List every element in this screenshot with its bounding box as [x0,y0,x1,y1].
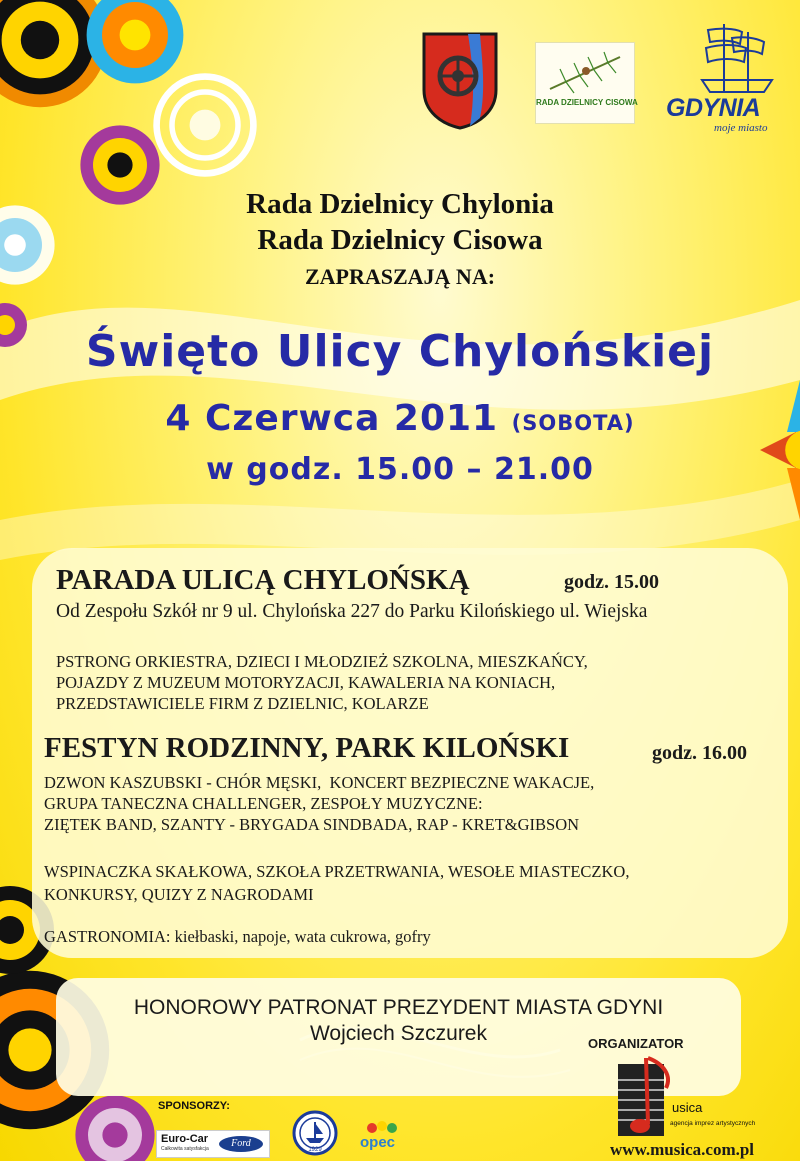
organizer-website: www.musica.com.pl [610,1140,755,1159]
organizer-line-chylonia: Rada Dzielnicy Chylonia [246,188,554,220]
event-date-line [0,398,800,439]
music-note-icon [616,1054,676,1140]
sponsors-label: SPONSORZY: [158,1100,230,1112]
festival-program [44,772,594,835]
organizer-line-cisowa: Rada Dzielnicy Cisowa [257,224,543,256]
arka-year: 1929 [308,1147,322,1153]
flower-icon [760,350,800,550]
gdynia-logo [662,18,792,133]
rada-dzielnicy-cisowa-logo [535,42,638,124]
event-title: Święto Ulicy Chylońskiej [85,326,715,377]
eurocar-name: Euro-Car [161,1133,209,1145]
organizer-name: usica [672,1100,703,1115]
event-day: (SOBOTA) [511,411,635,435]
festival-heading: FESTYN RODZINNY, PARK KILOŃSKI [44,732,570,764]
list-item: GRUPA TANECZNA CHALLENGER, ZESPOŁY MUZYCZNE: [44,794,483,813]
sailing-ship-icon [662,18,792,98]
flower-icon [70,1090,160,1161]
list-item: POJAZDY Z MUZEUM MOTORYZACJI, KAWALERIA NA KONIACH, [56,673,556,692]
ford-logo: Ford [219,1136,263,1152]
patron-name: Wojciech Szczurek [309,1022,487,1045]
list-item: WSPINACZKA SKAŁKOWA, SZKOŁA PRZETRWANIA, WESOŁE MIASTECZKO, [44,862,630,881]
parade-route: Od Zespołu Szkół nr 9 ul. Chylońska 227 do Parku Kilońskiego ul. Wiejska [56,601,648,622]
event-date: 4 Czerwca 2011 [165,398,499,439]
flower-icon [150,70,260,180]
festival-gastronomy: GASTRONOMIA: kiełbaski, napoje, wata cukrowa, gofry [44,927,431,946]
event-hours: w godz. 15.00 – 21.00 [206,452,594,487]
organizer-label: ORGANIZATOR [588,1036,684,1051]
rada-cisowa-label: RADA DZIELNICY CISOWA [536,98,638,107]
eurocar-tagline: Całkowita satysfakcja [161,1146,209,1152]
list-item: ZIĘTEK BAND, SZANTY - BRYGADA SINDBADA, RAP - KRET&GIBSON [44,815,580,834]
parade-time: godz. 15.00 [564,571,659,593]
list-item: PRZEDSTAWICIELE FIRM Z DZIELNIC, KOLARZE [56,694,429,713]
sponsor-arka-emblem-icon [292,1110,338,1156]
musica-logo [616,1054,756,1140]
pine-branch-icon [546,49,624,95]
sponsor-opec-logo [356,1118,416,1158]
festival-time: godz. 16.00 [652,742,747,764]
organizer-subtitle: agencja imprez artystycznych [670,1120,756,1127]
parade-heading: PARADA ULICĄ CHYLOŃSKĄ [56,564,470,596]
gdynia-name: GDYNIA [666,94,761,122]
sponsor-eurocar-logo [156,1130,270,1158]
list-item: DZWON KASZUBSKI - CHÓR MĘSKI, KONCERT BEZPIECZNE WAKACJE, [44,773,595,792]
list-item: KONKURSY, QUIZY Z NAGRODAMI [44,885,314,904]
coat-of-arms-icon [420,30,500,130]
invitation-line: ZAPRASZAJĄ NA: [304,264,496,289]
patronage-title: HONOROWY PATRONAT PREZYDENT MIASTA GDYNI [133,996,664,1019]
festival-attractions [44,860,629,906]
opec-name: opec [360,1134,396,1151]
list-item: PSTRONG ORKIESTRA, DZIECI I MŁODZIEŻ SZKOLNA, MIESZKAŃCY, [56,652,588,671]
parade-participants [56,651,588,714]
gdynia-tagline: moje miasto [714,122,768,134]
